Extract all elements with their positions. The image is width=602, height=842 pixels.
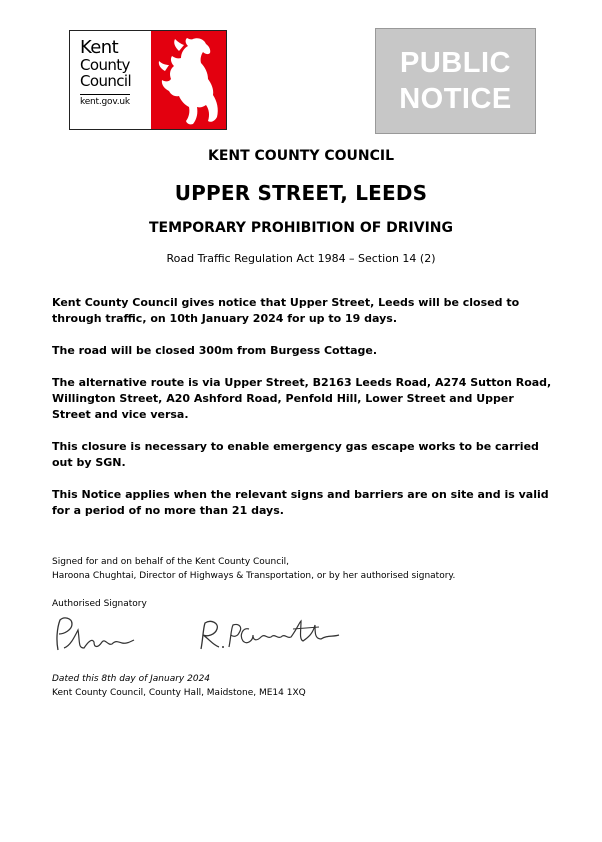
street-title: UPPER STREET, LEEDS (174, 181, 428, 205)
notice-line-public: PUBLIC (400, 47, 511, 79)
signed-on-behalf (52, 555, 455, 583)
authorised-signatory-label: Authorised Signatory (52, 599, 147, 609)
signed-line-1: Signed for and on behalf of the Kent County Council, (52, 557, 290, 567)
signature-2 (193, 615, 353, 655)
council-address: Kent County Council, County Hall, Maidstone, ME14 1XQ (52, 688, 306, 698)
logo-line-county: County (80, 56, 130, 74)
act-reference: Road Traffic Regulation Act 1984 – Section 14 (2) (166, 252, 436, 265)
logo-url: kent.gov.uk (80, 94, 130, 107)
prohibition-title: TEMPORARY PROHIBITION OF DRIVING (148, 220, 454, 236)
public-notice-badge (375, 28, 536, 134)
notice-paragraph-closure: Kent County Council gives notice that Upper Street, Leeds will be closed to through traffic, on 10th January 2024 for up to 19 days. (52, 296, 520, 325)
logo-wordmark (70, 31, 151, 129)
logo-emblem (151, 31, 226, 129)
date-line: Dated this 8th day of January 2024 (52, 674, 211, 684)
kent-county-council-logo (69, 30, 227, 130)
signed-line-2: Haroona Chughtai, Director of Highways & Transportation, or by her authorised signatory. (52, 571, 456, 581)
notice-paragraph-validity: This Notice applies when the relevant signs and barriers are on site and is valid for a period of no more than 21 days. (52, 488, 549, 517)
logo-line-council: Council (80, 72, 132, 90)
notice-paragraph-location: The road will be closed 300m from Burgess Cottage. (52, 344, 378, 357)
notice-paragraph-reason: This closure is necessary to enable emergency gas escape works to be carried out by SGN. (52, 440, 539, 469)
signature-1 (50, 612, 146, 658)
notice-line-notice: NOTICE (399, 83, 512, 115)
white-horse-icon (151, 31, 226, 129)
council-heading: KENT COUNTY COUNCIL (207, 148, 395, 164)
logo-line-kent: Kent (80, 37, 119, 58)
notice-paragraph-diversion: The alternative route is via Upper Street, B2163 Leeds Road, A274 Sutton Road, Willington Street, A20 Ashford Road, Penfold Hill, Lower Street and Upper Street and vice versa. (52, 376, 552, 421)
